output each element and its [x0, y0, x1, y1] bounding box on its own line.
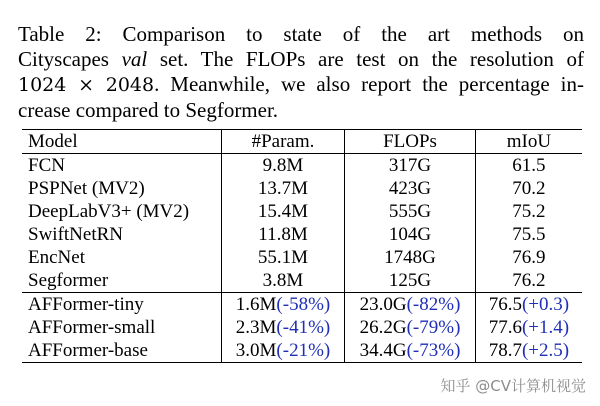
param-value: 1.6M [235, 293, 277, 315]
cell-flops [345, 316, 476, 339]
cell-model: FCN [28, 154, 65, 176]
caption-text: set. The FLOPs are test on the resolution of [147, 47, 584, 71]
cell-param: 11.8M [221, 223, 344, 246]
table-header-row [22, 130, 582, 154]
param-value: 3.0M [235, 339, 277, 361]
flops-delta: (-82%) [406, 293, 461, 315]
watermark: 知乎 @CV计算机视觉 [440, 377, 586, 395]
caption-resolution: 1024 × 2048 [18, 74, 155, 96]
miou-delta: (+1.4) [521, 316, 570, 338]
cell-flops: 1748G [345, 246, 476, 269]
miou-value: 77.6 [488, 316, 522, 338]
cell-model: PSPNet (MV2) [28, 177, 145, 199]
cell-miou [475, 293, 582, 317]
table-row-ours [22, 316, 582, 339]
table-caption [18, 22, 584, 123]
cell-miou: 70.2 [475, 177, 582, 200]
table-row [22, 154, 582, 178]
cell-param: 9.8M [221, 154, 344, 178]
cell-param: 15.4M [221, 200, 344, 223]
cell-miou: 75.5 [475, 223, 582, 246]
cell-miou [475, 316, 582, 339]
cell-param [221, 339, 344, 363]
cell-flops [345, 293, 476, 317]
cell-flops: 555G [345, 200, 476, 223]
miou-value: 76.5 [488, 293, 522, 315]
param-delta: (-58%) [276, 293, 331, 315]
param-delta: (-21%) [276, 339, 331, 361]
cell-miou: 75.2 [475, 200, 582, 223]
cell-model: AFFormer-tiny [28, 293, 144, 315]
cell-param: 13.7M [221, 177, 344, 200]
cell-flops: 423G [345, 177, 476, 200]
flops-value: 23.0G [359, 293, 407, 315]
caption-line-4: crease compared to Segformer. [18, 98, 279, 122]
cell-param: 3.8M [221, 269, 344, 293]
cell-flops [345, 339, 476, 363]
table-row [22, 223, 582, 246]
results-table [22, 129, 582, 363]
table-row-ours [22, 293, 582, 317]
flops-value: 34.4G [359, 339, 407, 361]
cell-miou: 76.9 [475, 246, 582, 269]
cell-model: AFFormer-base [28, 339, 148, 361]
flops-value: 26.2G [359, 316, 407, 338]
caption-line-3 [18, 72, 584, 98]
cell-miou: 61.5 [475, 154, 582, 178]
param-value: 2.3M [235, 316, 277, 338]
cell-model: DeepLabV3+ (MV2) [28, 200, 190, 222]
param-delta: (-41%) [276, 316, 331, 338]
cell-flops: 125G [345, 269, 476, 293]
table-row [22, 269, 582, 293]
miou-delta: (+2.5) [521, 339, 570, 361]
header-miou: mIoU [475, 130, 582, 154]
miou-value: 78.7 [488, 339, 522, 361]
table-row [22, 200, 582, 223]
cell-param [221, 293, 344, 317]
header-flops: FLOPs [345, 130, 476, 154]
cell-model: EncNet [28, 246, 85, 268]
cell-model: Segformer [28, 269, 109, 291]
caption-line-1: Table 2: Comparison to state of the art methods on [18, 22, 584, 46]
cell-model: SwiftNetRN [28, 223, 123, 245]
caption-text: Cityscapes [18, 47, 122, 71]
table-row [22, 177, 582, 200]
cell-miou [475, 339, 582, 363]
header-param: #Param. [221, 130, 344, 154]
caption-line-2 [18, 47, 584, 72]
table-row [22, 246, 582, 269]
table-row-ours [22, 339, 582, 363]
cell-miou: 76.2 [475, 269, 582, 293]
cell-param [221, 316, 344, 339]
cell-param: 55.1M [221, 246, 344, 269]
caption-italic-val: val [121, 47, 148, 71]
miou-delta: (+0.3) [521, 293, 570, 315]
caption-text: . Meanwhile, we also report the percentage in- [154, 72, 584, 96]
cell-flops: 104G [345, 223, 476, 246]
cell-model: AFFormer-small [28, 316, 156, 338]
header-model: Model [28, 130, 78, 152]
flops-delta: (-73%) [406, 339, 461, 361]
flops-delta: (-79%) [406, 316, 461, 338]
cell-flops: 317G [345, 154, 476, 178]
